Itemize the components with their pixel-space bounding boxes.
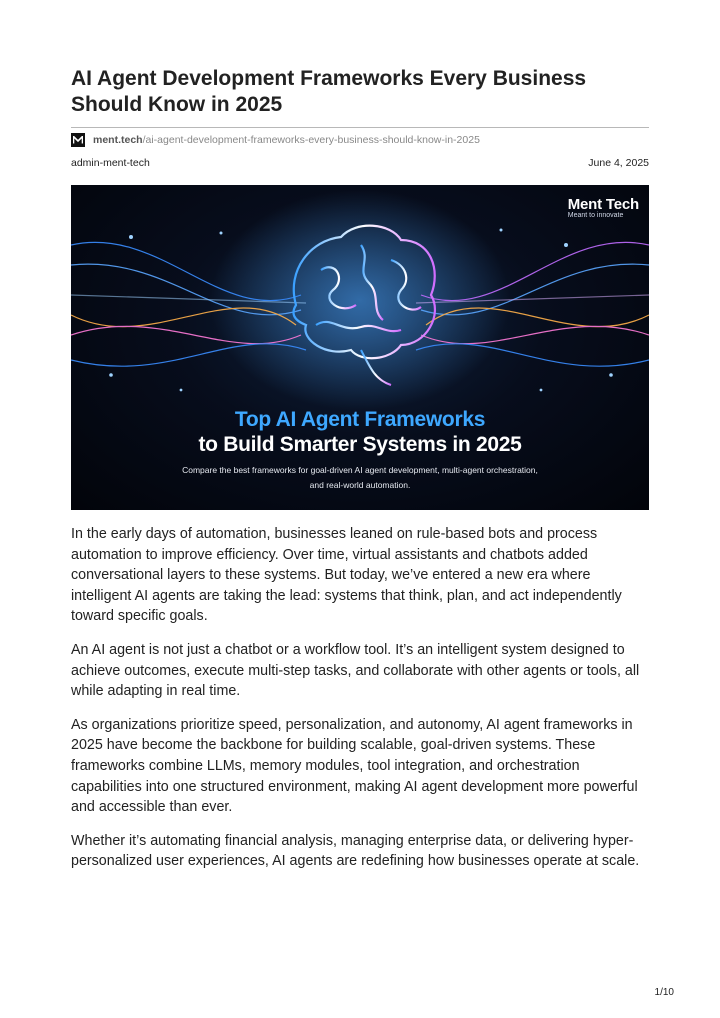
source-path[interactable]: /ai-agent-development-frameworks-every-business-should-know-in-2025 [142, 134, 480, 146]
hero-subtitle-line-2: and real-world automation. [309, 480, 411, 490]
hero-text [71, 407, 649, 493]
body-paragraph: As organizations prioritize speed, personalization, and autonomy, AI agent frameworks in 2025 have become the backbone for building scalable, goal-driven systems. These frameworks combine LLMs, memory modules, tool integration, and orchestration capabilities into one structured environment, making AI agent development more powerful and accessible than ever. [71, 716, 638, 816]
article-body [71, 524, 651, 885]
hero-logo [568, 197, 639, 220]
body-paragraph: An AI agent is not just a chatbot or a workflow tool. It’s an intelligent system designed to achieve outcomes, execute multi-step tasks, and collaborate with other agents or tools, all while adapting in real time. [71, 641, 640, 700]
body-paragraph: Whether it’s automating financial analysis, managing enterprise data, or delivering hyper-personalized user experiences, AI agents are redefining how businesses operate at scale. [71, 832, 640, 870]
hero-logo-name: Ment Tech [567, 196, 639, 213]
source-domain[interactable]: ment.tech [93, 134, 143, 146]
hero-logo-tagline: Meant to innovate [567, 212, 624, 219]
hero-headline-2: to Build Smarter Systems in 2025 [198, 433, 522, 456]
ment-tech-logo-icon [71, 133, 85, 147]
hero-headline-1: Top AI Agent Frameworks [234, 408, 486, 431]
page-number: 1/10 [654, 987, 674, 998]
hero-subtitle-line-1: Compare the best frameworks for goal-driven AI agent development, multi-agent orchestration, [182, 465, 538, 475]
article-meta [71, 157, 649, 169]
body-paragraph: In the early days of automation, businesses leaned on rule-based bots and process automation to improve efficiency. Over time, virtual assistants and chatbots added conversational layers to these systems. But today, we’ve entered a new era where intelligent AI agents are taking the lead: systems that think, plan, and act independently toward specific goals. [71, 526, 622, 625]
title-divider [71, 127, 649, 128]
article-title: AI Agent Development Frameworks Every Business Should Know in 2025 [71, 67, 587, 116]
hero-subtitle [71, 463, 649, 493]
hero-image [71, 185, 649, 510]
source-url[interactable] [93, 134, 480, 146]
source-line [71, 133, 480, 147]
author: admin-ment-tech [71, 157, 150, 169]
publish-date: June 4, 2025 [588, 157, 649, 169]
